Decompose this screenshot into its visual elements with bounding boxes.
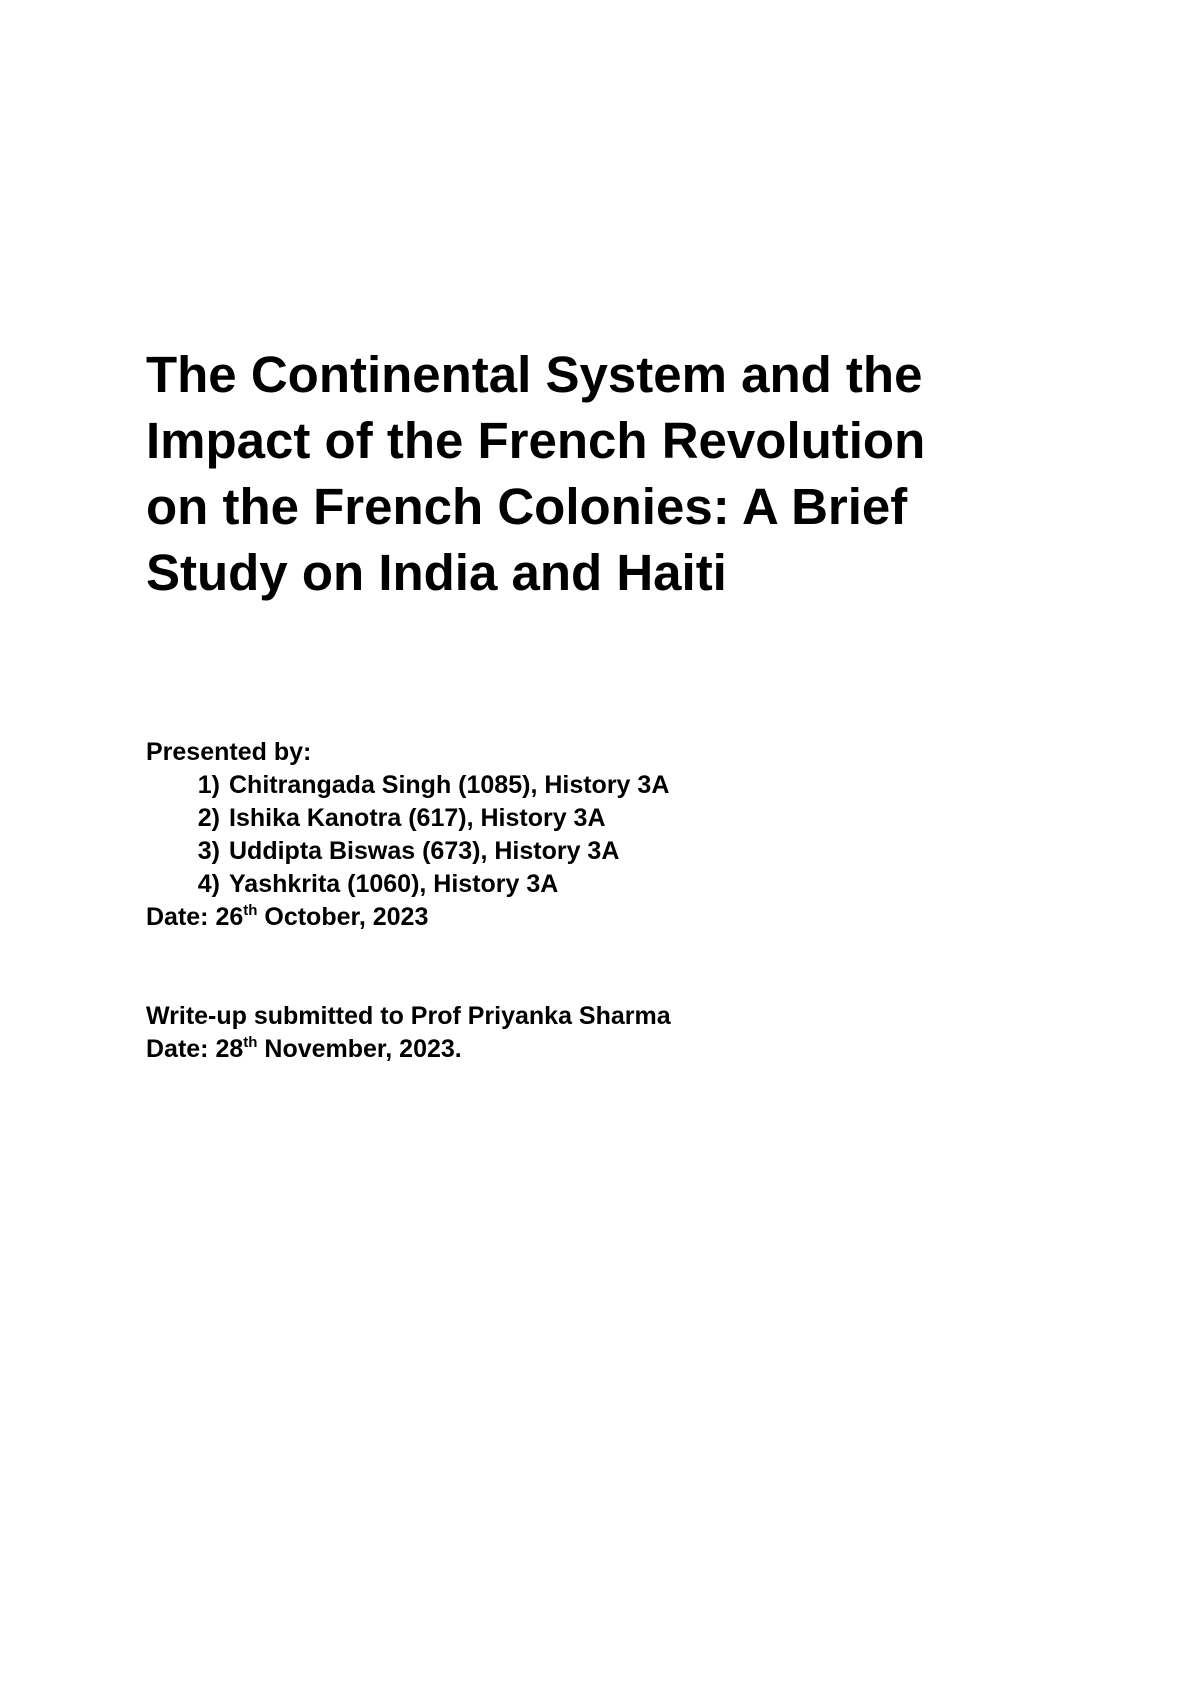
presenter-item [184,835,1046,868]
presentation-date-suffix: October, 2023 [257,903,429,931]
title-line: on the French Colonies: A Brief [146,478,908,535]
presenter-name: Chitrangada Singh (1085), History 3A [229,771,670,799]
presenter-item [184,868,1046,901]
presentation-date [146,901,1046,934]
submission-date-suffix: November, 2023. [257,1035,462,1063]
presenter-number: 1) [197,771,220,799]
submission-date [146,1033,1046,1066]
submission-date-ordinal: th [243,1033,258,1051]
title-line: Study on India and Haiti [146,544,727,601]
presentation-date-prefix: Date: 26 [146,903,244,931]
document-info [146,736,1046,1066]
presentation-date-ordinal: th [243,901,258,919]
title-line: Impact of the French Revolution [146,412,926,469]
presenter-number: 4) [197,870,220,898]
section-spacer [146,934,1046,1000]
presenter-name: Ishika Kanotra (617), History 3A [229,804,606,832]
presenter-number: 2) [197,804,220,832]
presenter-number: 3) [197,837,220,865]
presenter-item [184,769,1046,802]
presenter-item [184,802,1046,835]
title-line: The Continental System and the [146,346,923,403]
presenter-name: Uddipta Biswas (673), History 3A [229,837,620,865]
document-title [146,342,1076,606]
presented-by-label: Presented by: [146,738,312,766]
submission-date-prefix: Date: 28 [146,1035,244,1063]
submission-text: Write-up submitted to Prof Priyanka Sharma [146,1002,671,1030]
presenter-name: Yashkrita (1060), History 3A [229,870,559,898]
presenter-list [146,769,1046,901]
